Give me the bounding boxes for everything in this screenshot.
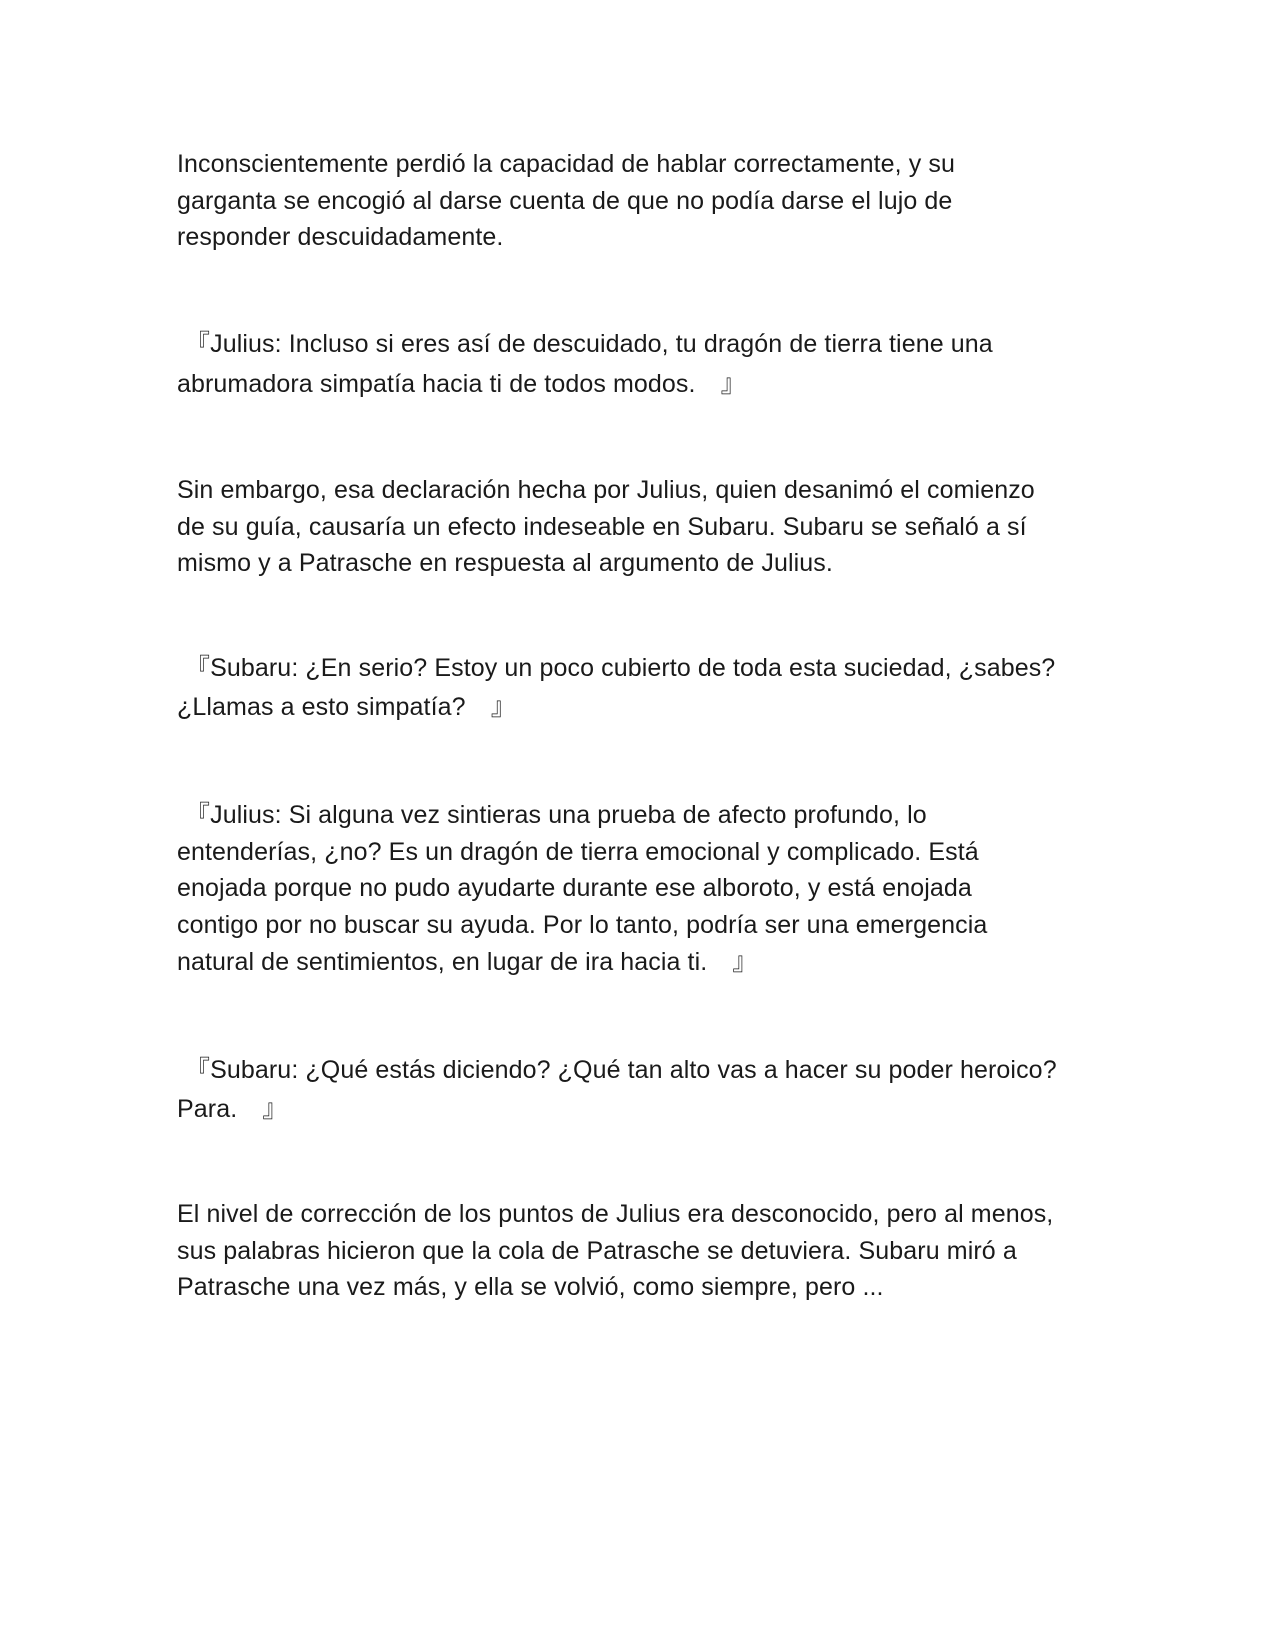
text-line: 『Subaru: ¿Qué estás diciendo? ¿Qué tan alto vas a hacer su poder heroico?: [185, 1056, 1057, 1084]
text-line: abrumadora simpatía hacia ti de todos modos. 』: [177, 370, 746, 398]
text-line: sus palabras hicieron que la cola de Patrasche se detuviera. Subaru miró a: [177, 1237, 1017, 1265]
text-line: responder descuidadamente.: [177, 223, 504, 251]
text-line: entenderías, ¿no? Es un dragón de tierra emocional y complicado. Está: [177, 838, 979, 866]
text-line: Para. 』: [177, 1095, 288, 1123]
text-line: 『Subaru: ¿En serio? Estoy un poco cubierto de toda esta suciedad, ¿sabes?: [185, 654, 1056, 682]
text-line: 『Julius: Incluso si eres así de descuidado, tu dragón de tierra tiene una: [185, 330, 993, 358]
text-line: 『Julius: Si alguna vez sintieras una prueba de afecto profundo, lo: [185, 801, 927, 829]
text-line: contigo por no buscar su ayuda. Por lo tanto, podría ser una emergencia: [177, 911, 988, 939]
text-line: El nivel de corrección de los puntos de Julius era desconocido, pero al menos,: [177, 1200, 1054, 1228]
text-line: Sin embargo, esa declaración hecha por Julius, quien desanimó el comienzo: [177, 476, 1035, 504]
text-line: enojada porque no pudo ayudarte durante ese alboroto, y está enojada: [177, 874, 972, 902]
text-line: mismo y a Patrasche en respuesta al argumento de Julius.: [177, 549, 833, 577]
text-line: de su guía, causaría un efecto indeseable en Subaru. Subaru se señaló a sí: [177, 513, 1027, 541]
text-line: garganta se encogió al darse cuenta de que no podía darse el lujo de: [177, 187, 953, 215]
text-line: Patrasche una vez más, y ella se volvió, como siempre, pero ...: [177, 1273, 884, 1301]
text-line: Inconscientemente perdió la capacidad de hablar correctamente, y su: [177, 150, 955, 178]
text-line: natural de sentimientos, en lugar de ira hacia ti. 』: [177, 948, 758, 976]
text-line: ¿Llamas a esto simpatía? 』: [177, 693, 516, 721]
